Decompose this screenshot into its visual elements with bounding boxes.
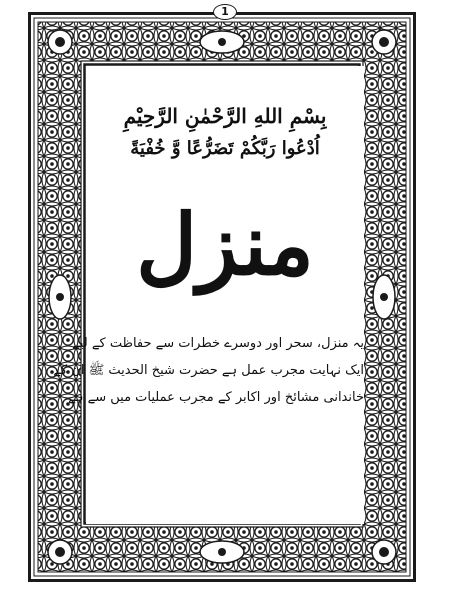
quran-verse-line: اُدْعُوا رَبَّكُمْ تَضَرُّعًا وَّ خُفْيَةً — [130, 138, 320, 159]
description-line: ایک نہایت مجرب عمل ہے حضرت شیخ الحدیث ﷺ ان کے — [53, 363, 364, 378]
page-title: منزل — [136, 195, 314, 294]
description-line: یہ منزل، سحر اور دوسرے خطرات سے حفاظت کے لیے — [72, 336, 364, 351]
description-paragraph — [53, 330, 364, 411]
description-line: خاندانی مشائخ اور اکابر کے مجرب عملیات میں سے ہے — [68, 390, 364, 405]
page-number: 1 — [213, 4, 237, 20]
page-content — [53, 66, 364, 524]
bismillah-line: بِسْمِ اللهِ الرَّحْمٰنِ الرَّحِيْمِ — [123, 104, 327, 128]
